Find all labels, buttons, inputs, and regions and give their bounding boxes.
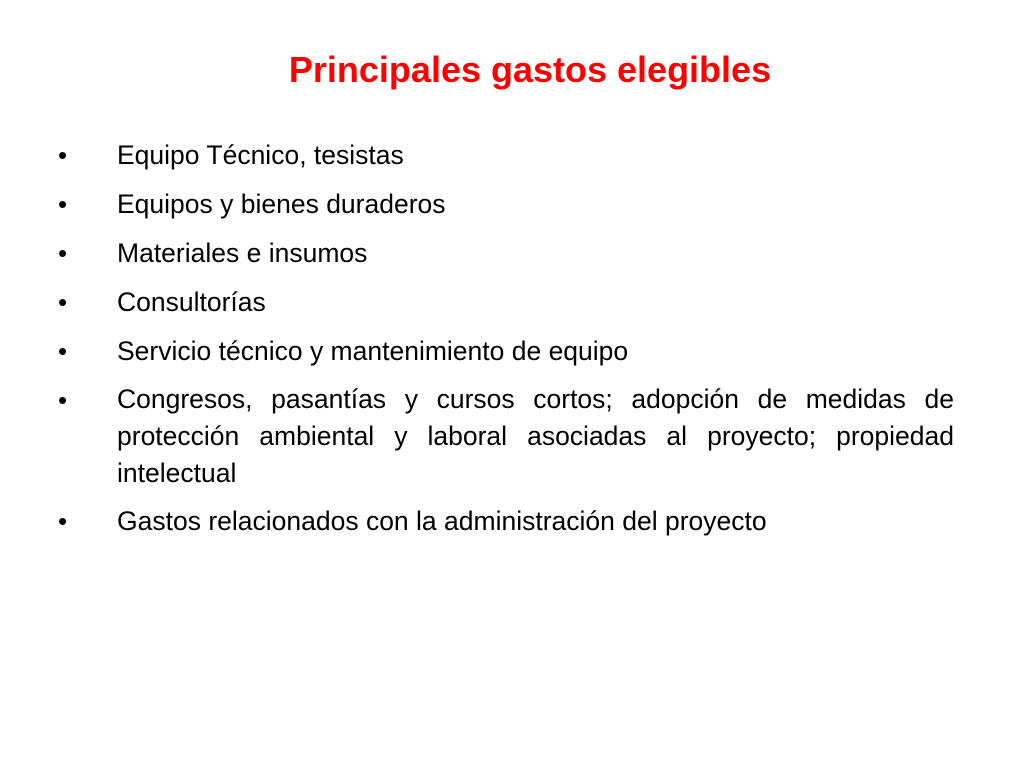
list-item-text: Consultorías — [117, 287, 266, 317]
list-item — [58, 502, 954, 541]
list-item-text: Materiales e insumos — [117, 238, 368, 268]
bullet-icon: • — [58, 336, 68, 366]
list-item — [58, 283, 954, 322]
list-item-text: Equipo Técnico, tesistas — [117, 140, 404, 170]
bullet-icon: • — [58, 140, 68, 170]
list-item — [58, 381, 954, 492]
bullet-icon: • — [58, 385, 68, 415]
list-item — [58, 332, 954, 371]
list-item — [58, 136, 954, 175]
list-item — [58, 185, 954, 224]
bullet-icon: • — [58, 189, 68, 219]
bullet-icon: • — [58, 238, 68, 268]
list-item-text: Gastos relacionados con la administración del proyecto — [117, 506, 767, 536]
list-item-text: Equipos y bienes duraderos — [117, 189, 446, 219]
list-item — [58, 234, 954, 273]
bullet-icon: • — [58, 287, 68, 317]
list-item-text: Congresos, pasantías y cursos cortos; adopción de medidas de protección ambiental y laboral asociadas al proyecto; propiedad intelectual — [117, 384, 954, 488]
bullet-list — [58, 136, 954, 551]
list-item-text: Servicio técnico y mantenimiento de equipo — [117, 336, 629, 366]
bullet-icon: • — [58, 506, 68, 536]
slide-title: Principales gastos elegibles — [288, 49, 772, 90]
